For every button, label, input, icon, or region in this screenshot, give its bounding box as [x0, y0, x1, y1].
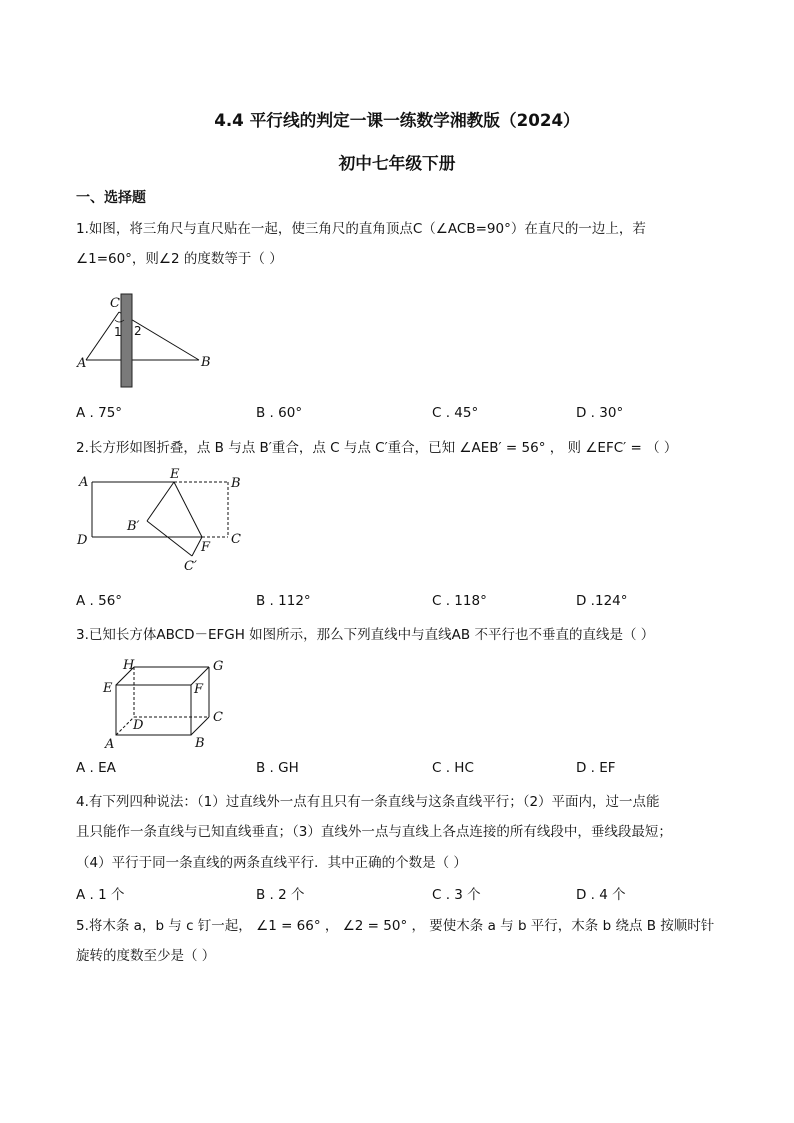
document-title: 4.4 平行线的判定一课一练数学湘教版（2024） — [214, 110, 580, 130]
q1-label-1: 1 — [114, 325, 122, 339]
q1-label-2: 2 — [134, 324, 142, 338]
q1-option-d[interactable]: D . 30° — [576, 405, 624, 421]
q2-option-a[interactable]: A . 56° — [76, 593, 123, 609]
q4-option-a[interactable]: A . 1 个 — [76, 887, 125, 903]
document-subtitle: 初中七年级下册 — [338, 153, 456, 173]
q2-label-b-prime: B′ — [127, 519, 140, 534]
q1-label-a: A — [77, 356, 87, 371]
q3-label-g: G — [213, 659, 224, 674]
q4-text-line2: 且只能作一条直线与已知直线垂直；（3）直线外一点与直线上各点连接的所有线段中，垂线段最短； — [76, 824, 672, 840]
q3-edge-bc — [191, 717, 209, 735]
q2-option-c[interactable]: C . 118° — [432, 593, 487, 609]
q3-label-d: D — [133, 718, 144, 733]
q1-option-a[interactable]: A . 75° — [76, 405, 123, 421]
q3-label-c: C — [213, 710, 223, 725]
q3-option-b[interactable]: B . GH — [256, 760, 299, 776]
q1-ruler — [121, 294, 132, 387]
q4-text-line1: 4.有下列四种说法：（1）过直线外一点有且只有一条直线与这条直线平行；（2）平面内，过一点能 — [76, 794, 660, 810]
q1-option-b[interactable]: B . 60° — [256, 405, 303, 421]
q2-line-ef — [174, 482, 202, 537]
q3-text-line1: 3.已知长方体ABCD－EFGH 如图所示，那么下列直线中与直线AB 不平行也不垂直的直线是（ ） — [76, 627, 655, 643]
q4-option-d[interactable]: D . 4 个 — [576, 887, 626, 903]
q2-option-b[interactable]: B . 112° — [256, 593, 311, 609]
q5-text-line1: 5.将木条 a，b 与 c 钉一起， ∠1 = 66° ， ∠2 = 50° ， 要使木条 a 与 b 平行，木条 b 绕点 B 按顺时针 — [76, 918, 715, 934]
q3-figure — [98, 655, 238, 755]
q3-option-d[interactable]: D . EF — [576, 760, 616, 776]
q2-line-bprime-cprime — [147, 521, 192, 556]
q2-option-d[interactable]: D .124° — [576, 593, 628, 609]
q2-text-line1: 2.长方形如图折叠，点 B 与点 B′重合，点 C 与点 C′重合，已知 ∠AEB′ = 56° ， 则 ∠EFC′ = （ ） — [76, 440, 678, 456]
q5-text-line2: 旋转的度数至少是（ ） — [76, 948, 216, 964]
q2-line-eb-prime — [147, 482, 174, 521]
q4-text-line3: （4）平行于同一条直线的两条直线平行．其中正确的个数是（ ） — [76, 855, 467, 871]
q2-label-c-prime: C′ — [184, 559, 197, 574]
q2-figure — [74, 465, 254, 575]
q3-front-face — [116, 685, 191, 735]
q3-option-c[interactable]: C . HC — [432, 760, 474, 776]
q1-option-c[interactable]: C . 45° — [432, 405, 479, 421]
q2-label-a: A — [79, 475, 89, 490]
q1-text-line1: 1.如图，将三角尺与直尺贴在一起，使三角尺的直角顶点C（∠ACB=90°）在直尺的一边上，若 — [76, 221, 646, 237]
q1-text-line2: ∠1=60°，则∠2 的度数等于（ ） — [76, 251, 283, 267]
q1-label-b: B — [201, 355, 211, 370]
q3-label-h: H — [123, 658, 135, 673]
q3-label-e: E — [103, 681, 113, 696]
q2-label-b: B — [231, 476, 241, 491]
q1-figure — [74, 290, 224, 395]
q3-label-b: B — [195, 736, 205, 751]
q4-option-b[interactable]: B . 2 个 — [256, 887, 305, 903]
q1-label-c: C — [110, 296, 120, 311]
q3-label-a: A — [105, 737, 115, 752]
q4-option-c[interactable]: C . 3 个 — [432, 887, 481, 903]
q2-label-d: D — [77, 533, 88, 548]
section-heading: 一、选择题 — [76, 190, 146, 206]
q2-label-f: F — [201, 540, 211, 555]
q3-label-f: F — [194, 682, 204, 697]
q3-option-a[interactable]: A . EA — [76, 760, 116, 776]
q3-hidden-ad — [116, 717, 134, 735]
q2-label-e: E — [170, 467, 180, 482]
q2-label-c: C — [231, 532, 241, 547]
